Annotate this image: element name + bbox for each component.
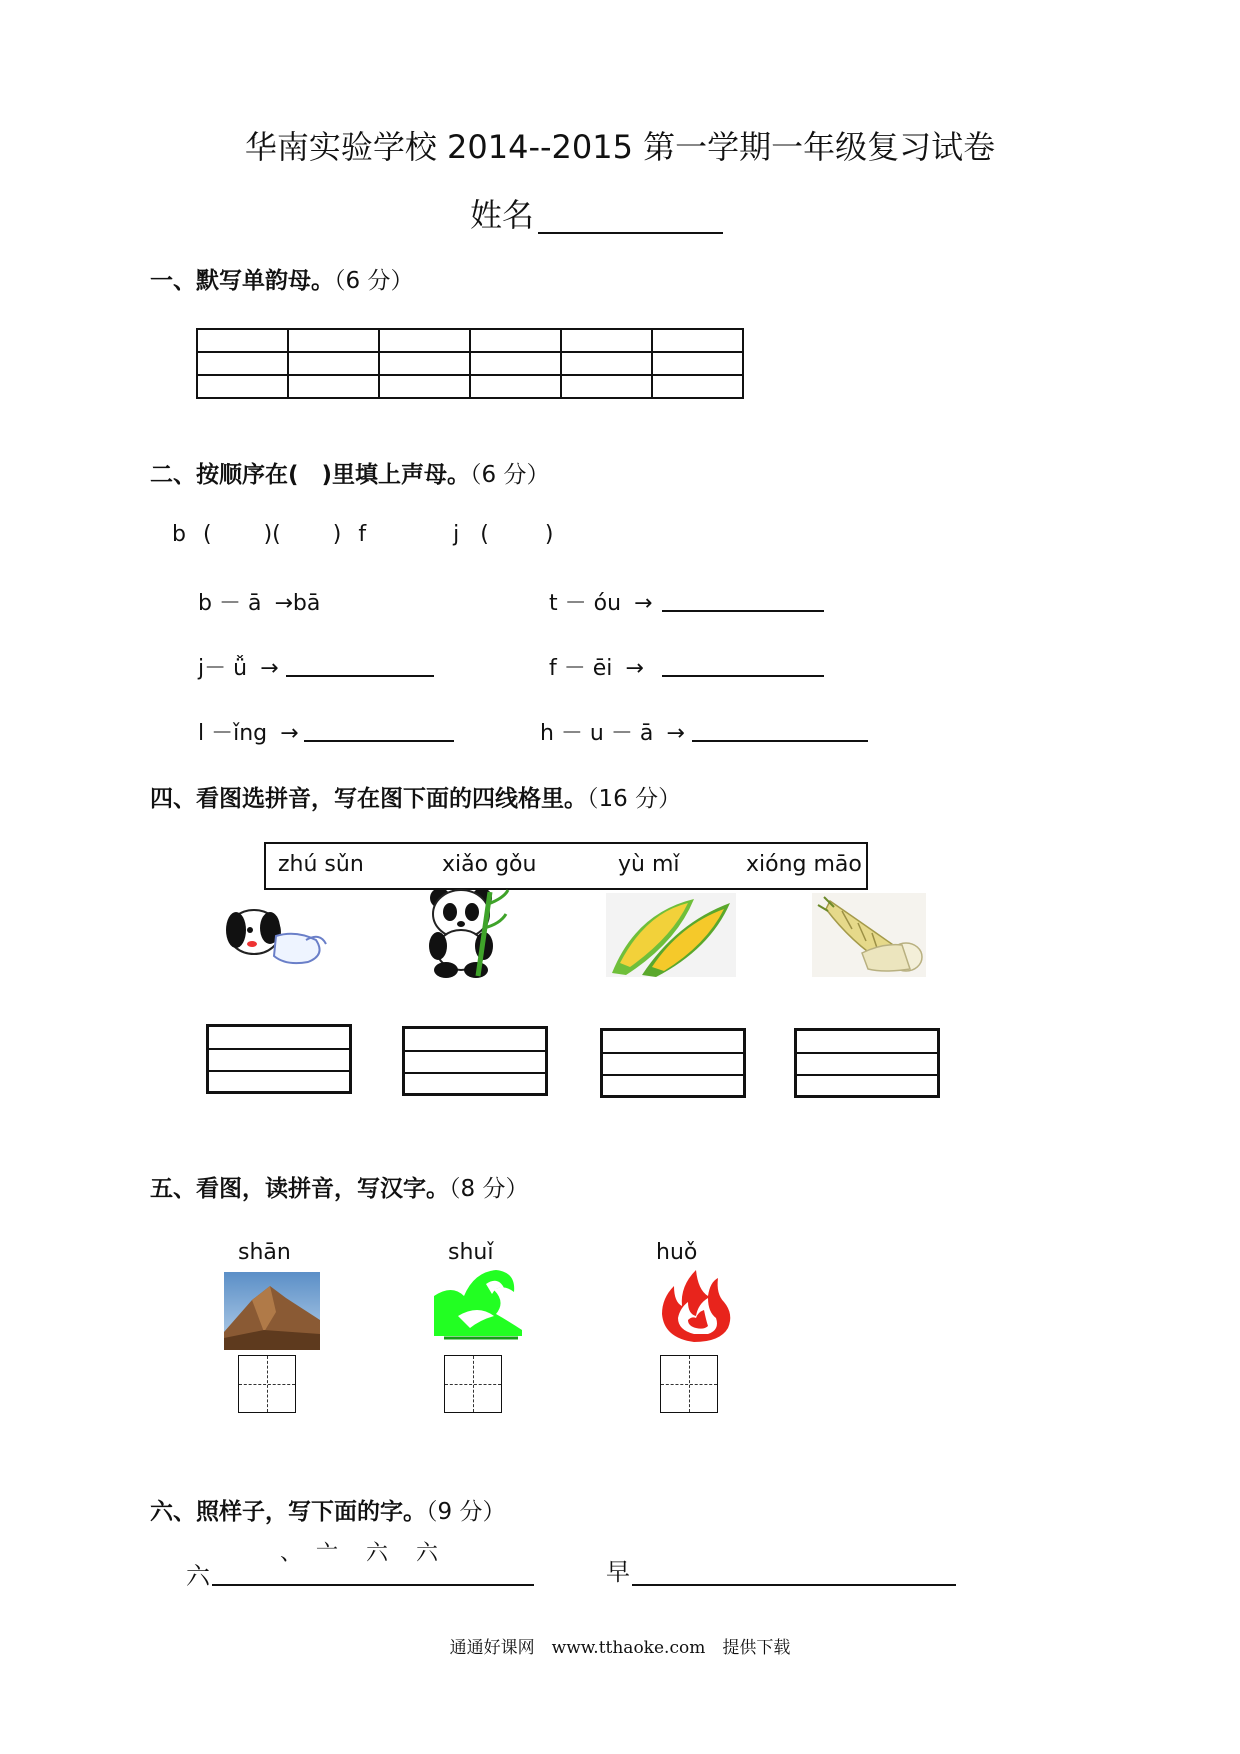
pinyin-shan: shān: [238, 1240, 291, 1265]
grid-cell[interactable]: [288, 329, 379, 352]
mountain-picture: [224, 1272, 320, 1350]
grid-cell[interactable]: [561, 375, 652, 398]
answer-line[interactable]: [286, 675, 434, 677]
section-1-heading: [150, 262, 413, 295]
section-6-points: （9 分）: [426, 1499, 506, 1525]
answer-line[interactable]: [692, 740, 868, 742]
panda-picture: [412, 884, 512, 980]
seq-b: b: [172, 522, 186, 547]
choice-yumi: yù mǐ: [618, 852, 680, 877]
spelling-parts: f － ēi: [549, 656, 613, 681]
seq-paren-close: ): [332, 522, 342, 547]
four-line-box[interactable]: [206, 1024, 352, 1094]
grid-cell[interactable]: [379, 352, 470, 375]
page-title: 华南实验学校 2014--2015 第一学期一年级复习试卷: [244, 128, 996, 166]
grid-cell[interactable]: [561, 352, 652, 375]
tianzige-box[interactable]: [444, 1355, 502, 1413]
grid-cell[interactable]: [652, 352, 743, 375]
stroke-writing-line[interactable]: [632, 1584, 956, 1586]
section-2-title: 二、按顺序在( )里填上声母。: [150, 462, 471, 488]
name-underline: [538, 232, 723, 234]
section-4-heading: [150, 780, 681, 813]
grid-cell[interactable]: [379, 329, 470, 352]
grid-cell[interactable]: [197, 375, 288, 398]
section-6-title: 六、照样子，写下面的字。: [150, 1499, 426, 1525]
tianzige-box[interactable]: [238, 1355, 296, 1413]
spelling-answer: bā: [292, 591, 321, 616]
spelling-parts: t － óu: [549, 591, 622, 616]
section-6-heading: [150, 1493, 505, 1526]
grid-cell[interactable]: [288, 375, 379, 398]
section-5-title: 五、看图，读拼音，写汉字。: [150, 1176, 449, 1202]
grid-cell[interactable]: [197, 352, 288, 375]
arrow-icon: →: [280, 721, 299, 746]
stroke-step-1: 、: [280, 1541, 303, 1566]
name-field[interactable]: [470, 190, 534, 236]
section-4-title: 四、看图选拼音，写在图下面的四线格里。: [150, 786, 587, 812]
spelling-item: [198, 716, 299, 747]
example-char-liu: 六: [186, 1562, 210, 1590]
four-line-box[interactable]: [600, 1028, 746, 1098]
grid-cell[interactable]: [288, 352, 379, 375]
stroke-step-4: 六: [416, 1541, 439, 1566]
grid-cell[interactable]: [652, 329, 743, 352]
fire-picture: [658, 1268, 736, 1344]
bamboo-shoot-picture: [812, 893, 926, 977]
seq-paren-close: ): [544, 522, 554, 547]
arrow-icon: →: [666, 721, 685, 746]
spelling-parts: b － ā: [198, 591, 262, 616]
choice-xiaogou: xiǎo gǒu: [442, 852, 537, 877]
arrow-icon: →: [634, 591, 653, 616]
four-line-box[interactable]: [794, 1028, 940, 1098]
seq-f: f: [358, 522, 367, 547]
grid-cell[interactable]: [379, 375, 470, 398]
seq-paren-open[interactable]: (: [272, 522, 281, 547]
grid-cell[interactable]: [652, 375, 743, 398]
arrow-icon: →: [274, 591, 293, 616]
answer-line[interactable]: [662, 675, 824, 677]
section-5-heading: [150, 1170, 528, 1203]
water-picture: [434, 1266, 522, 1342]
answer-line[interactable]: [662, 610, 824, 612]
arrow-icon: →: [260, 656, 279, 681]
section-1-title: 一、默写单韵母。: [150, 268, 334, 294]
seq-j: j: [453, 522, 460, 547]
tianzige-box[interactable]: [660, 1355, 718, 1413]
choice-zhusun: zhú sǔn: [278, 852, 364, 877]
spelling-item: [198, 586, 320, 617]
grid-cell[interactable]: [197, 329, 288, 352]
section-2-points: （6 分）: [470, 462, 550, 488]
seq-paren-open[interactable]: (: [480, 522, 489, 547]
answer-line[interactable]: [304, 740, 454, 742]
stroke-step-3: 六: [366, 1541, 389, 1566]
pinyin-shui: shuǐ: [448, 1240, 494, 1265]
spelling-parts: h － u － ā: [540, 721, 654, 746]
stroke-step-2: 亠: [316, 1541, 339, 1566]
spelling-item: [549, 586, 652, 617]
seq-paren-close: ): [263, 522, 273, 547]
grid-cell[interactable]: [470, 375, 561, 398]
choice-xiongmao: xióng māo: [746, 852, 862, 877]
spelling-parts: l －ǐng: [198, 721, 268, 746]
initial-sequence: [172, 522, 553, 547]
example-char-zao: 早: [606, 1558, 630, 1586]
section-1-points: （6 分）: [334, 268, 414, 294]
section-2-heading: [150, 456, 549, 489]
grid-cell[interactable]: [470, 352, 561, 375]
footer-credit: 通通好课网 www.tthaoke.com 提供下载: [449, 1638, 791, 1658]
pinyin-choice-box: [264, 842, 868, 890]
dog-picture: [216, 900, 332, 970]
arrow-icon: →: [625, 656, 644, 681]
section-5-points: （8 分）: [449, 1176, 529, 1202]
section-4-points: （16 分）: [587, 786, 682, 812]
vowel-writing-grid[interactable]: [196, 328, 744, 399]
spelling-item: [198, 651, 279, 682]
grid-cell[interactable]: [561, 329, 652, 352]
stroke-writing-line[interactable]: [212, 1584, 534, 1586]
seq-paren-open[interactable]: (: [202, 522, 212, 547]
pinyin-huo: huǒ: [656, 1240, 698, 1265]
grid-cell[interactable]: [470, 329, 561, 352]
spelling-item: [540, 716, 685, 747]
corn-picture: [606, 893, 736, 977]
spelling-parts: j－ ǚ: [198, 656, 248, 681]
name-label: 姓名: [470, 196, 535, 234]
four-line-box[interactable]: [402, 1026, 548, 1096]
spelling-item: [549, 651, 644, 682]
